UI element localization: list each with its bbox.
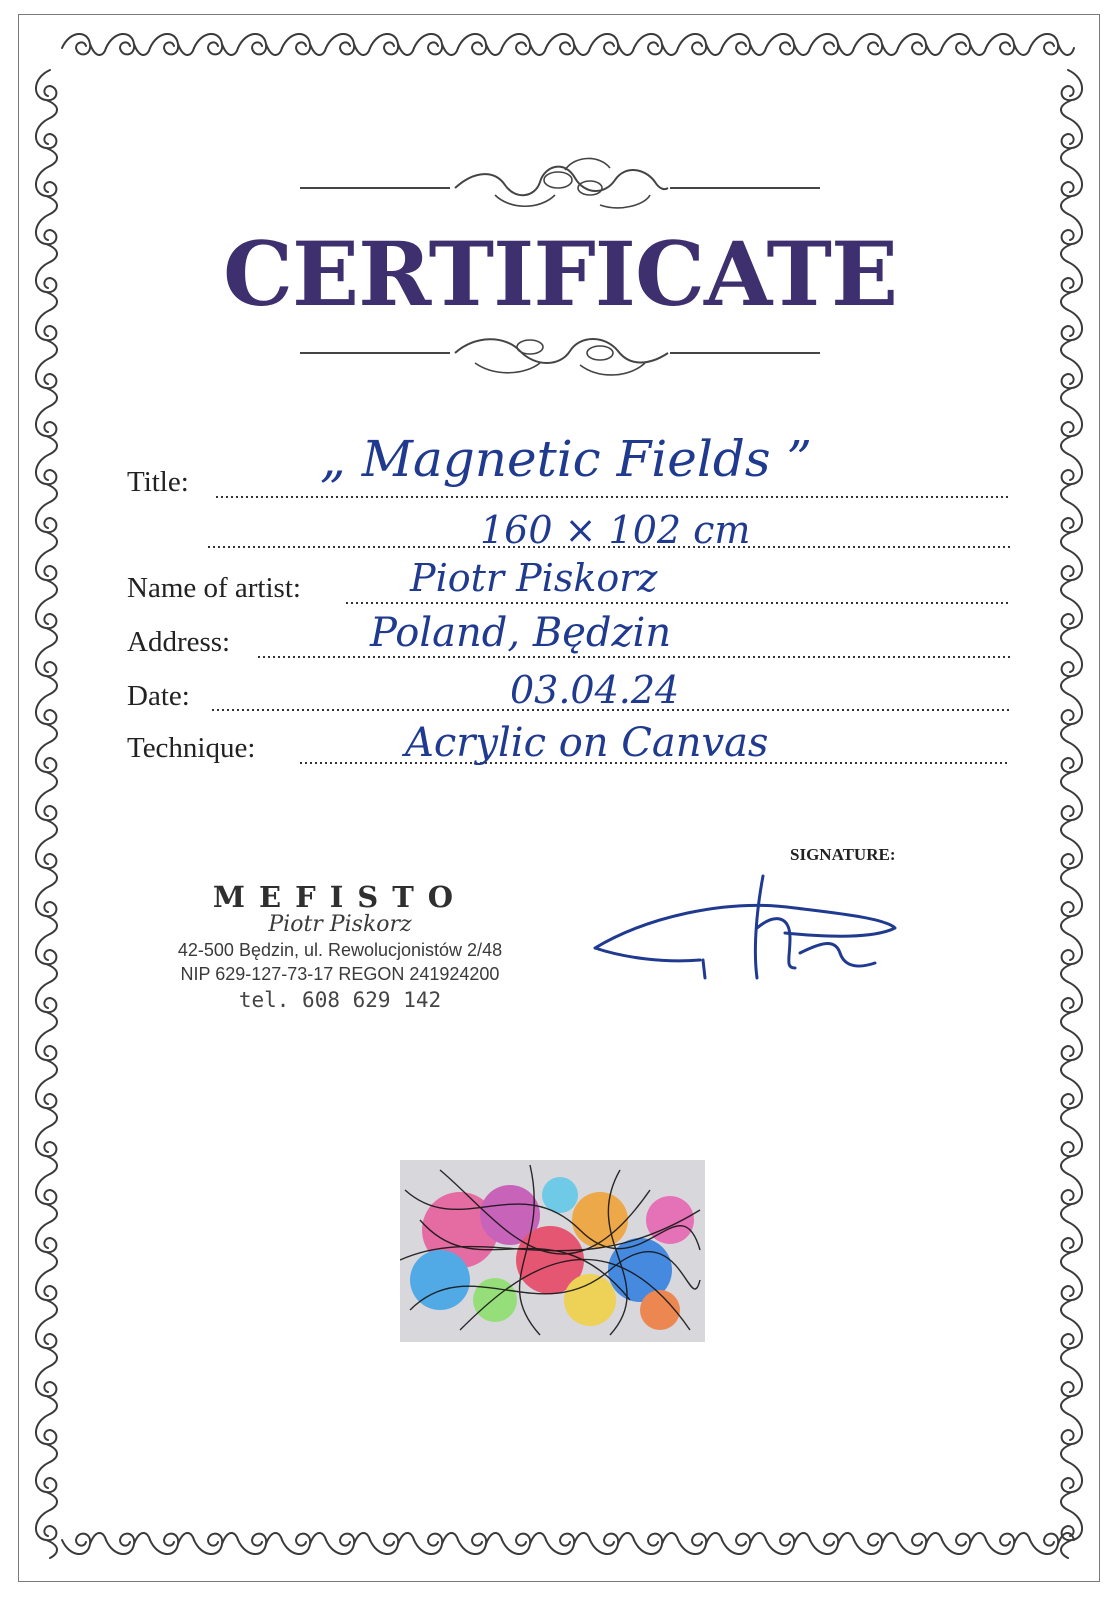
date-label: Date:	[127, 680, 190, 712]
stamp-phone: tel. 608 629 142	[238, 988, 442, 1012]
technique-value: Acrylic on Canvas	[405, 720, 769, 766]
certificate-heading: CERTIFICATE	[222, 222, 898, 326]
stamp-ids: NIP 629-127-73-17 REGON 241924200	[180, 964, 500, 984]
date-value: 03.04.24	[510, 668, 680, 712]
stamp-company: MEFISTO	[212, 880, 468, 914]
address-label: Address:	[127, 626, 231, 658]
stamp-owner: Piotr Piskorz	[268, 912, 412, 937]
size-value: 160 × 102 cm	[480, 508, 751, 552]
signature-scribble	[585, 868, 905, 988]
title-label: Title:	[127, 466, 189, 498]
stamp-address: 42-500 Będzin, ul. Rewolucjonistów 2/48	[177, 940, 503, 960]
artwork-thumbnail-image	[400, 1160, 705, 1342]
artist-label: Name of artist:	[127, 572, 301, 604]
address-value: Poland, Będzin	[370, 610, 672, 656]
title-value: „ Magnetic Fields ”	[320, 430, 812, 488]
artist-value: Piotr Piskorz	[410, 556, 658, 600]
signature-label: SIGNATURE:	[790, 845, 896, 864]
technique-label: Technique:	[127, 732, 256, 764]
